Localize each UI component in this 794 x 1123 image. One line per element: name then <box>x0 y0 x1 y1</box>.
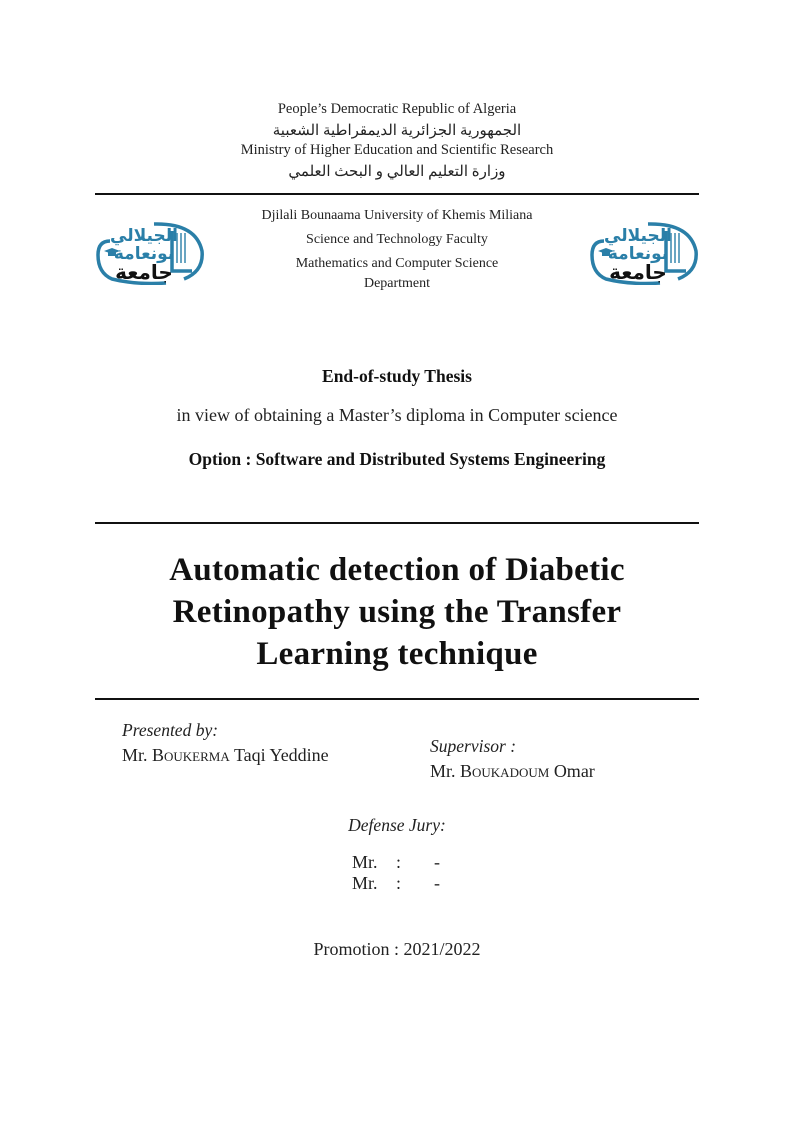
country-name-en: People’s Democratic Republic of Algeria <box>277 101 517 117</box>
ministry-name-ar: وزارة التعليم العالي و البحث العلمي <box>288 164 506 180</box>
svg-text:جامعة: جامعة <box>609 260 667 284</box>
student-given-name: Taqi Yeddine <box>233 745 329 765</box>
svg-text:بونعامة: بونعامة <box>113 244 175 264</box>
jury-member-title: Mr. <box>352 852 378 872</box>
svg-text:بونعامة: بونعامة <box>607 244 669 264</box>
title-bottom-divider <box>95 698 699 700</box>
svg-text:الجيلالي: الجيلالي <box>604 226 672 246</box>
university-name: Djilali Bounaama University of Khemis Miliana <box>261 208 533 223</box>
thesis-title-line2: Retinopathy using the Transfer <box>172 594 622 630</box>
promotion-year: Promotion : 2021/2022 <box>313 939 481 959</box>
thesis-option: Option : Software and Distributed Systems Engineering <box>188 449 606 469</box>
student-prefix: Mr. <box>122 745 148 765</box>
title-top-divider <box>95 522 699 524</box>
student-surname: Boukerma <box>152 745 230 765</box>
jury-member-row <box>352 852 454 873</box>
jury-member-separator: : <box>396 873 402 893</box>
jury-member-title: Mr. <box>352 873 378 893</box>
supervisor-label: Supervisor : <box>430 736 517 756</box>
presented-by-label: Presented by: <box>122 720 219 740</box>
thesis-title-line1: Automatic detection of Diabetic <box>169 552 625 588</box>
svg-text:الجيلالي: الجيلالي <box>110 226 178 246</box>
ministry-name-en: Ministry of Higher Education and Scientific Research <box>240 142 554 158</box>
defense-jury-label: Defense Jury: <box>348 815 446 835</box>
jury-member-row <box>352 873 454 894</box>
country-name-ar: الجمهورية الجزائرية الديمقراطية الشعبية <box>272 123 522 139</box>
thesis-purpose: in view of obtaining a Master’s diploma in Computer science <box>176 405 618 425</box>
department-name-line1: Mathematics and Computer Science <box>295 256 499 271</box>
svg-text:جامعة: جامعة <box>115 260 173 284</box>
supervisor-name <box>430 761 595 782</box>
thesis-type: End-of-study Thesis <box>322 366 472 386</box>
thesis-title-line3: Learning technique <box>256 636 538 672</box>
student-name <box>122 745 329 766</box>
supervisor-prefix: Mr. <box>430 761 456 781</box>
faculty-name: Science and Technology Faculty <box>306 232 488 247</box>
jury-member-name: - <box>434 852 440 872</box>
jury-member-separator: : <box>396 852 402 872</box>
supervisor-surname: Boukadoum <box>460 761 550 781</box>
university-logo-right <box>590 221 700 285</box>
jury-member-name: - <box>434 873 440 893</box>
header-divider <box>95 193 699 195</box>
supervisor-given-name: Omar <box>553 761 595 781</box>
department-name-line2: Department <box>363 276 431 291</box>
thesis-title <box>97 549 697 675</box>
university-logo-icon <box>590 221 700 285</box>
